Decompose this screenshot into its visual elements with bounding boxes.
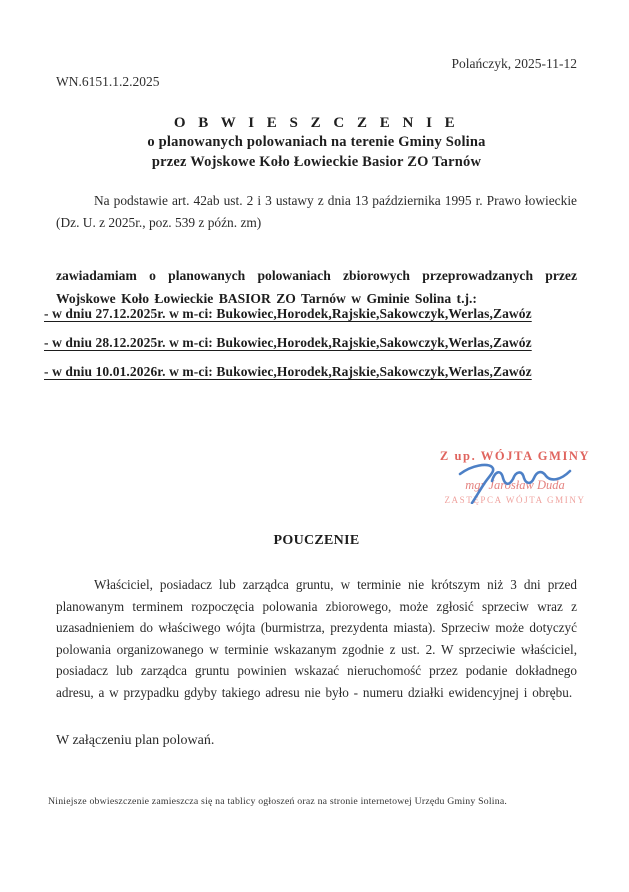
legal-basis-paragraph: Na podstawie art. 42ab ust. 2 i 3 ustawy z dnia 13 października 1995 r. Prawo łowieckie (Dz. U. z 2025r., poz. 539 z późn. zm) xyxy=(56,193,577,230)
on-behalf-label: Z up. WÓJTA GMINY xyxy=(439,449,591,463)
document-heading xyxy=(56,113,577,172)
hunt-date-line: - w dniu 10.01.2026r. w m-ci: Bukowiec,Horodek,Rajskie,Sakowczyk,Werlas,Zawóz xyxy=(44,364,532,379)
document-subtitle-line1: o planowanych polowaniach na terenie Gminy Solina xyxy=(147,134,486,150)
signature-stamp xyxy=(436,448,594,506)
hunt-date-line: - w dniu 28.12.2025r. w m-ci: Bukowiec,Horodek,Rajskie,Sakowczyk,Werlas,Zawóz xyxy=(44,335,532,350)
document-title: O B W I E S Z C Z E N I E xyxy=(173,115,460,131)
pouczenie-heading: POUCZENIE xyxy=(273,533,360,548)
hunt-dates-list xyxy=(44,305,584,392)
pouczenie-paragraph: Właściciel, posiadacz lub zarządca gruntu, w terminie nie krótszym niż 3 dni przed planowanym terminem rozpoczęcia polowania zbiorowego, może zgłosić sprzeciw wraz z uzasadnieniem do właściwego wójta (burmistrza, prezydenta miasta). Sprzeciw może dotyczyć polowania organizowanego w terminie wskazanym zgodnie z ust. 2. W sprzeciwie właściciel, posiadacz lub zarządca gruntu powinien wskazać nieruchomość przez podanie dokładnego adresu, a w przypadku gdyby takiego adresu nie było - numeru działki ewidencyjnej i obrębu. xyxy=(56,577,577,700)
footer-note: Niniejsze obwieszczenie zamieszcza się na tablicy ogłoszeń oraz na stronie internetowej Urzędu Gminy Solina. xyxy=(48,796,508,807)
attachment-note: W załączeniu plan polowań. xyxy=(56,733,215,748)
hunt-date-line: - w dniu 27.12.2025r. w m-ci: Bukowiec,Horodek,Rajskie,Sakowczyk,Werlas,Zawóz xyxy=(44,306,532,321)
document-subtitle-line2: przez Wojskowe Koło Łowieckie Basior ZO Tarnów xyxy=(151,153,482,170)
announcement-paragraph: zawiadamiam o planowanych polowaniach zbiorowych przeprowadzanych przez Wojskowe Koło Łowieckie BASIOR ZO Tarnów w Gminie Solina t.j.: xyxy=(56,267,577,306)
signer-title: ZASTĘPCA WÓJTA GMINY xyxy=(444,495,586,505)
signer-name: mgr Jarosław Duda xyxy=(465,478,565,492)
place-and-date: Polańczyk, 2025-11-12 xyxy=(451,56,577,71)
reference-number: WN.6151.1.2.2025 xyxy=(56,74,160,89)
